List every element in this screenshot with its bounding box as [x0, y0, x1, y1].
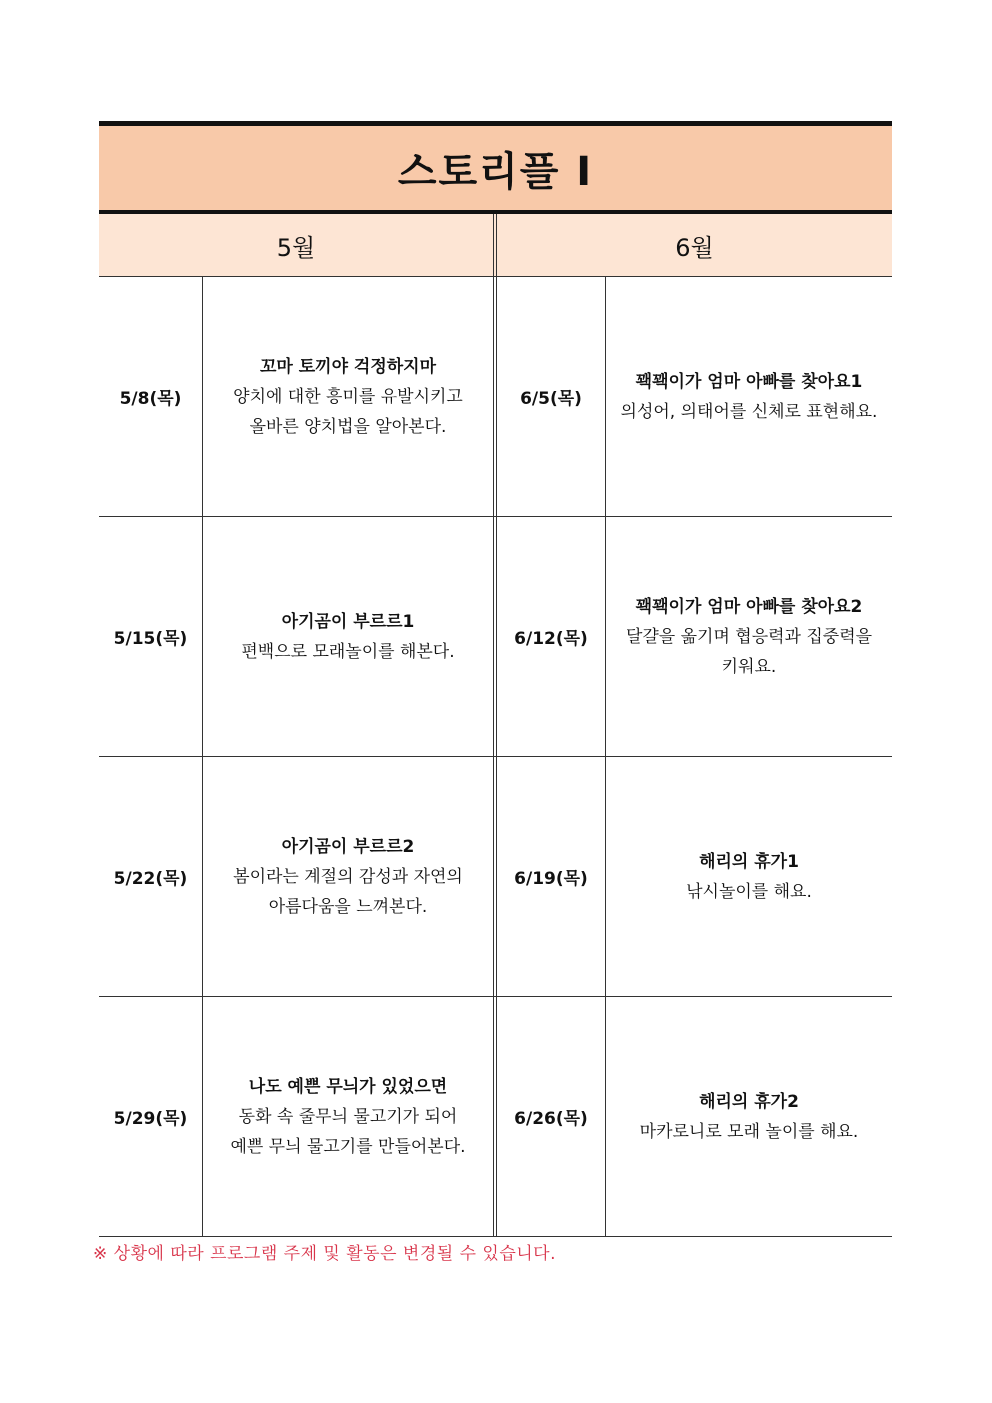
may-activity-cell [203, 757, 497, 996]
june-date: 6/5(목) [520, 389, 582, 409]
june-activity-cell [606, 997, 892, 1236]
may-activity-desc: 올바른 양치법을 알아본다. [249, 416, 447, 437]
may-date: 5/22(목) [113, 869, 188, 889]
may-activity-cell [203, 997, 497, 1236]
month-header-row [99, 214, 892, 277]
may-date-cell [99, 757, 203, 996]
may-activity-desc: 아름다움을 느껴본다. [268, 896, 428, 917]
june-date-cell [497, 277, 606, 516]
table-row [99, 997, 892, 1237]
june-activity-cell [606, 517, 892, 756]
may-activity-title: 아기곰이 부르르2 [281, 836, 415, 857]
june-activity-title: 꽥꽥이가 엄마 아빠를 찾아요2 [635, 596, 863, 617]
june-activity-title: 꽥꽥이가 엄마 아빠를 찾아요1 [635, 371, 863, 392]
table-row [99, 277, 892, 517]
may-activity-title: 나도 예쁜 무늬가 있었으면 [248, 1076, 448, 1097]
june-activity-title: 해리의 휴가2 [699, 1091, 799, 1112]
may-activity-desc: 봄이라는 계절의 감성과 자연의 [233, 866, 463, 887]
june-date-cell [497, 997, 606, 1236]
june-activity-desc: 마카로니로 모래 놀이를 해요. [639, 1121, 859, 1142]
june-activity-desc: 키워요. [721, 656, 777, 677]
june-date-cell [497, 517, 606, 756]
may-date: 5/8(목) [119, 389, 182, 409]
june-date: 6/19(목) [514, 869, 588, 889]
table-row [99, 517, 892, 757]
may-activity-cell [203, 277, 497, 516]
june-date: 6/12(목) [514, 629, 588, 649]
may-activity-desc: 편백으로 모래놀이를 해본다. [241, 641, 455, 662]
may-activity-title: 꼬마 토끼야 걱정하지마 [259, 356, 437, 377]
june-activity-desc: 낚시놀이를 해요. [686, 881, 812, 902]
month-header-may: 5월 [99, 214, 497, 276]
june-activity-cell [606, 757, 892, 996]
may-activity-cell [203, 517, 497, 756]
may-date: 5/29(목) [113, 1109, 188, 1129]
table-row [99, 757, 892, 997]
month-header-june: 6월 [675, 233, 714, 262]
june-activity-cell [606, 277, 892, 516]
page-title: 스토리플 Ⅰ [99, 121, 892, 214]
june-date: 6/26(목) [514, 1109, 588, 1129]
may-activity-title: 아기곰이 부르르1 [281, 611, 415, 632]
may-date-cell [99, 277, 203, 516]
may-activity-desc: 예쁜 무늬 물고기를 만들어본다. [230, 1136, 466, 1157]
footnote: ※ 상황에 따라 프로그램 주제 및 활동은 변경될 수 있습니다. [93, 1244, 556, 1264]
may-date-cell [99, 997, 203, 1236]
june-date-cell [497, 757, 606, 996]
may-date-cell [99, 517, 203, 756]
june-activity-desc: 의성어, 의태어를 신체로 표현해요. [620, 401, 878, 422]
june-activity-title: 해리의 휴가1 [699, 851, 799, 872]
schedule-table [99, 121, 892, 1237]
may-activity-desc: 동화 속 줄무늬 물고기가 되어 [238, 1106, 458, 1127]
may-activity-desc: 양치에 대한 흥미를 유발시키고 [233, 386, 463, 407]
june-activity-desc: 달걀을 옮기며 협응력과 집중력을 [625, 626, 873, 647]
may-date: 5/15(목) [113, 629, 188, 649]
